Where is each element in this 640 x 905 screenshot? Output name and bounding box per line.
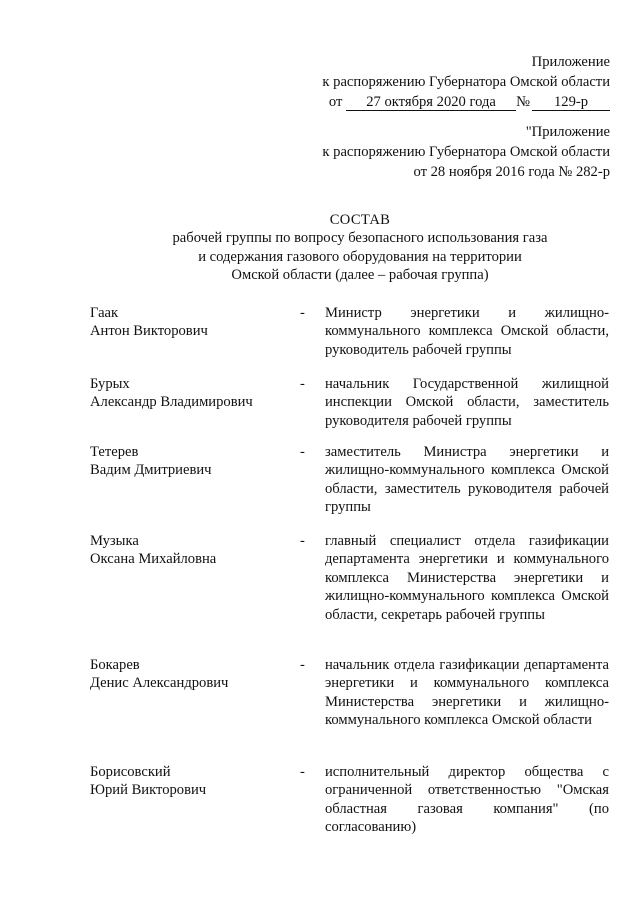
member-role: исполнительный директор общества с ограниченной ответственностью "Омская областная газовая компания" (по согласованию) [325,764,609,836]
member-name [90,304,280,341]
member-given-names: Александр Владимирович [90,394,253,411]
member-surname: Тетерев [90,444,139,460]
member-dash: - [300,533,305,549]
member-name [90,532,280,569]
member-role: начальник отдела газификации департамента энергетики и коммунального комплекса Министерства энергетики и жилищно-коммунального комплекса Омской области [325,657,609,729]
member-surname: Бокарев [90,657,140,673]
member-surname: Борисовский [90,764,171,780]
member-dash: - [300,444,305,460]
document-subtitle-line-1: рабочей группы по вопросу безопасного использования газа [172,230,548,247]
member-role: Министр энергетики и жилищно-коммунального комплекса Омской области, руководитель рабочей группы [325,305,609,358]
original-appendix-label: "Приложение [525,124,610,140]
member-dash: - [300,657,305,673]
number-prefix: № [516,94,530,110]
member-given-names: Вадим Дмитриевич [90,462,212,479]
member-given-names: Антон Викторович [90,323,208,340]
member-given-names: Оксана Михайловна [90,551,217,568]
member-role: главный специалист отдела газификации департамента энергетики и коммунального комплекса Министерства энергетики и жилищно-коммунального комплекса Омской области, секретарь рабочей группы [325,533,609,623]
member-given-names: Денис Александрович [90,675,229,692]
date-prefix: от [328,94,343,110]
member-dash: - [300,376,305,392]
order-date: 27 октября 2020 года [346,94,516,111]
member-name [90,443,280,480]
original-order-date: от 28 ноября 2016 года № 282-р [413,164,610,180]
appendix-label: Приложение [531,54,610,70]
appendix-order-reference: к распоряжению Губернатора Омской области [322,74,610,90]
member-dash: - [300,764,305,780]
document-title: СОСТАВ [329,212,391,228]
member-given-names: Юрий Викторович [90,782,207,799]
document-subtitle-line-3: Омской области (далее – рабочая группа) [231,267,489,284]
member-role: заместитель Министра энергетики и жилищно-коммунального комплекса Омской области, заместитель руководителя рабочей группы [325,444,609,516]
member-name [90,375,280,412]
document-subtitle-line-2: и содержания газового оборудования на территории [198,248,522,265]
original-order-reference: к распоряжению Губернатора Омской области [322,144,610,160]
member-name [90,656,280,693]
member-name [90,763,280,800]
member-surname: Гаак [90,305,119,321]
member-role: начальник Государственной жилищной инспекции Омской области, заместитель руководителя рабочей группы [325,376,609,429]
member-dash: - [300,305,305,321]
member-surname: Музыка [90,533,139,549]
member-surname: Бурых [90,376,130,392]
order-number: 129-р [532,94,610,111]
